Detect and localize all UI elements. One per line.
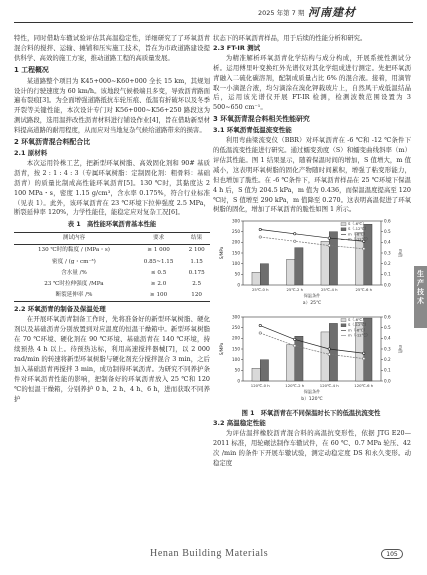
table-cell: ≥ 1 000 xyxy=(147,247,170,254)
section-2-3-heading: 2.3 FT-IR 测试 xyxy=(213,43,261,52)
x-tick-label: 25℃-0 h xyxy=(252,287,269,293)
x-tick-label: 120℃-4 h xyxy=(319,383,339,389)
y-axis-label: S/MPa xyxy=(219,247,224,260)
y-tick-label: 0 xyxy=(237,378,240,384)
section-1-paragraph: 某道路整个项目为 K45+000~K60+000 全长 15 km，其规划设计的行驶速度为 60 km/h。该地段气候极端且多变，导致沥青路面遍布裂痕[3]。为全面增强道路抵抗车轮压痕、低温有折破坏以及冬季开裂等关键性能，本次设计专门对 K56+000~K56+250 路段这为测试路段，选用温拌改性沥青材料进行铺设作业[4]，旨在借助新型材料提高道路的耐用程度，从而应对当地复杂气候给道路带来的损害。 xyxy=(14,76,210,135)
table-cell: 2 100 xyxy=(188,247,205,254)
footer-journal: Henan Building Materials xyxy=(150,548,269,559)
y-tick-label: 150 xyxy=(232,346,240,352)
properties-table xyxy=(14,232,210,302)
line-point xyxy=(259,229,261,231)
section-2-1-heading: 2.1 原材料 xyxy=(14,148,48,157)
bar xyxy=(295,337,303,382)
line-point xyxy=(328,237,330,239)
line-point xyxy=(363,248,365,250)
table-header: 要求 xyxy=(153,235,165,242)
line-point xyxy=(328,348,330,350)
y2-axis-label: m值 xyxy=(398,345,403,354)
table-header-row xyxy=(14,233,210,245)
page-number: 105 xyxy=(381,549,403,559)
line-point xyxy=(328,245,330,247)
legend-entry: S（-6℃） xyxy=(348,317,367,323)
y2-tick-label: 0.1 xyxy=(384,368,391,374)
table-cell: 0.85~1.15 xyxy=(143,258,174,265)
chart-subtitle: b）120℃ xyxy=(301,397,323,403)
line-point xyxy=(294,240,296,242)
line-point xyxy=(294,339,296,341)
line-point xyxy=(363,352,365,354)
table-header: 测试内容 xyxy=(62,235,86,242)
bar xyxy=(286,345,294,381)
legend-swatch xyxy=(341,223,346,226)
y2-tick-label: 0.1 xyxy=(384,272,391,278)
table-row xyxy=(14,279,210,290)
bar xyxy=(286,260,294,286)
y-tick-label: 200 xyxy=(232,336,240,342)
table-cell: 0.175 xyxy=(188,269,205,276)
y-tick-label: 200 xyxy=(232,240,240,246)
line-point xyxy=(259,332,261,334)
y-tick-label: 300 xyxy=(232,218,240,224)
table-row xyxy=(14,257,210,268)
table-cell: 130 ℃时的黏度 / (MPa・s) xyxy=(37,247,110,254)
legend-swatch xyxy=(341,324,346,327)
y2-tick-label: 0.4 xyxy=(384,240,391,246)
line-point xyxy=(328,353,330,355)
x-tick-label: 120℃-0 h xyxy=(250,383,270,389)
bar xyxy=(252,369,260,382)
y2-tick-label: 0.4 xyxy=(384,336,391,342)
bar xyxy=(295,248,303,285)
section-2-2-paragraph: 在开展环氧沥青制备工作时，先将准备好的新型环氧树脂、硬化剂以及基础沥青分别放置到对应温度的恒温干燥箱中。新型环氧树脂在 70 ℃环境、硬化剂在 90 ℃环境、基础沥青在 140 ℃环境，持续预热 4 h 以上。待预热达标，利用高速搅拌器械[7]，以 2 000 rad/min 的转速将新型环氧树脂与硬化剂充分搅拌混合 3 min，之后加入基础沥青再搅拌 3 min，成功制得环氧沥青。为研究不同养护条件对环氧沥青性能的影响，把制备好的环氧沥青放入 25 ℃和 120 ℃的恒温干燥箱，分别养护 0 h、2 h、4 h、6 h，进而获取不同养护 xyxy=(14,315,210,403)
section-2-1-paragraph: 本次运用铃株工艺，把新型环氧树脂、高效固化剂和 90# 基质沥青，按 2 : 1 : 4 : 3（专属环氧树脂：定制固化剂：粗骨料：基础沥青）的质量比制成高性能环氧沥青[5]。130 ℃时，其黏度达 2 100 MPa・s，密度 1.15 g/cm³，含水率 0.175%，符合行业标准（见表 1）。此外，该环氧沥青在 23 ℃环境下拉伸强度 2.5 MPa，断裂延伸率 120%，力学性能佳，能稳定应对复杂工况[6]。 xyxy=(14,158,210,217)
chart-subtitle: a）25℃ xyxy=(302,301,322,307)
y-tick-label: 250 xyxy=(232,325,240,331)
table-row xyxy=(14,290,210,302)
header-rule xyxy=(14,22,413,23)
figure-caption: 图 1 环氧沥青在不同保温时长下的低温抗流变性 xyxy=(241,410,381,418)
bar xyxy=(321,242,329,286)
table-row xyxy=(14,268,210,279)
line-point xyxy=(294,345,296,347)
bar xyxy=(329,232,337,285)
table-cell: 密度 / (g・cm⁻³) xyxy=(52,258,96,265)
section-2-heading: 2 环氧沥青混合料配合比 xyxy=(14,138,91,147)
x-axis-label: 保温条件 xyxy=(303,389,321,395)
y-tick-label: 50 xyxy=(234,272,240,278)
legend-swatch xyxy=(341,228,346,231)
left-column xyxy=(14,34,210,405)
y2-tick-label: 0.3 xyxy=(384,250,391,256)
y2-tick-label: 0.6 xyxy=(384,314,391,320)
section-3-2-heading: 3.2 高温稳定性能 xyxy=(213,419,266,428)
intro-paragraph: 特性，同时借助车辙试验评估其高温稳定性，详细研究了了环氧沥青混合料的搅拌、运输、摊铺和压实施工技术，旨在为市政道路建设提供科学、高效的施工方案，推动道路工程的高质量发展。 xyxy=(14,34,210,62)
line-point xyxy=(363,358,365,360)
y-tick-label: 300 xyxy=(232,314,240,320)
line-point xyxy=(294,233,296,235)
legend-entry: m（-12℃） xyxy=(348,236,370,242)
bar xyxy=(260,360,268,381)
y-axis-label: S/MPa xyxy=(219,343,224,356)
legend-entry: S（-12℃） xyxy=(348,226,369,232)
bar xyxy=(252,273,260,286)
magazine-title: 河南建材 xyxy=(308,6,356,19)
y2-tick-label: 0.3 xyxy=(384,346,391,352)
table-cell: 2.5 xyxy=(192,281,202,288)
x-tick-label: 25℃-6 h xyxy=(355,287,372,293)
y2-tick-label: 0.6 xyxy=(384,218,391,224)
y2-tick-label: 0.0 xyxy=(384,282,391,288)
legend-swatch xyxy=(341,319,346,322)
continued-paragraph: 状态下的环氧沥青样品，用于后续的性能分析和研究。 xyxy=(213,34,367,42)
y2-tick-label: 0.2 xyxy=(384,261,391,267)
legend-entry: S（-12℃） xyxy=(348,322,369,328)
table-cell: 23 ℃时拉伸强度 /MPa xyxy=(44,281,104,288)
table-cell: ≥ 100 xyxy=(150,292,168,299)
section-3-1-heading: 3.1 环氧沥青低温流变性能 xyxy=(213,126,292,135)
x-tick-label: 120℃-2 h xyxy=(285,383,305,389)
y-tick-label: 250 xyxy=(232,229,240,235)
line-point xyxy=(259,236,261,238)
table-row xyxy=(14,245,210,257)
table-cell: 含水量 /% xyxy=(61,269,87,276)
legend-entry: S（-6℃） xyxy=(348,221,367,227)
issue-label: 2025 年第 7 期 xyxy=(258,9,305,17)
section-2-3-paragraph: 为精准解析环氧沥青化学结构与成分构成，开展系统性测试分析。运用傅里叶变换红外光谱仪对其化学组成进行测定。先把环氧沥青融入二硫化碳溶剂，配制成质量占比 6% 的混合液。接着，用滴管取一小滴混合液，均匀滴涂在溴化钾载玻片上，自然风干成低温结晶后，运用该光谱仪开展 FT-IR 检测，检测波数范围设置为 3 500~650 cm⁻¹。 xyxy=(213,53,411,112)
section-3-1-paragraph: 利用弯曲梁流变仪（BBR）对环氧沥青在 -6 ℃和 -12 ℃条件下的低温流变性能进行研究。通过蠕变劲度（S）和蠕变曲线斜率（m）评估其性能。图 1 结果显示，随着保温时间的增加，S 值增大，m 值减小，这表明环氧树脂的固化产物随时间累积，增强了粘变形能力，但也增加了脆性。在 -6 ℃条件下，环氧沥青样品在 25 ℃环境下保温 4 h 后，S 值为 204.5 kPa，m 值为 0.436，而保温温度提高至 120 ℃时，S 值增至 290 kPa，m 值降至 0.270。这表明高温促进了环氧树脂的固化，增加了环氧沥青的脆性如图 1 所示。 xyxy=(213,136,411,214)
legend-entry: m（-6℃） xyxy=(348,231,368,237)
y2-tick-label: 0.5 xyxy=(384,229,391,235)
table-cell: 1.15 xyxy=(190,258,203,265)
table-cell: ≥ 2.0 xyxy=(150,281,167,288)
x-tick-label: 25℃-4 h xyxy=(321,287,338,293)
table-cell: 断裂延伸率 /% xyxy=(55,292,93,299)
bar xyxy=(260,264,268,285)
y-tick-label: 50 xyxy=(234,368,240,374)
y2-tick-label: 0.5 xyxy=(384,325,391,331)
y-tick-label: 150 xyxy=(232,250,240,256)
bar xyxy=(321,332,329,381)
legend-entry: m（-12℃） xyxy=(348,332,370,338)
figure-1 xyxy=(213,215,409,418)
table-header: 结果 xyxy=(191,235,203,242)
y2-tick-label: 0.0 xyxy=(384,378,391,384)
right-column xyxy=(213,34,411,469)
line-point xyxy=(259,325,261,327)
x-tick-label: 25℃-2 h xyxy=(286,287,303,293)
table-cell: 120 xyxy=(191,292,202,299)
side-tab xyxy=(414,266,427,328)
y-tick-label: 100 xyxy=(232,261,240,267)
y2-tick-label: 0.2 xyxy=(384,357,391,363)
side-tab-label: 生产技术 xyxy=(416,270,425,306)
table-cell: ≤ 0.5 xyxy=(150,269,167,276)
y2-axis-label: m值 xyxy=(398,249,403,258)
section-3-heading: 3 环氧沥青混合料相关性能研究 xyxy=(213,115,310,124)
y-tick-label: 0 xyxy=(237,282,240,288)
section-3-2-paragraph: 为评估温拌橡胶沥青混合料的高温抗变形性，依据 JTG E20—2011 标准，用轮碾法制作车辙试件，在 60 ℃、0.7 MPa 轮压、42 次 /min 的条件下开展车辙试验，测定动稳定度 DS 和永久变形。动稳定度 xyxy=(213,429,411,467)
legend-entry: m（-6℃） xyxy=(348,327,368,333)
page-header xyxy=(0,0,427,28)
table-caption: 表 1 高性能环氧沥青基本性能 xyxy=(67,221,157,229)
chart-25c xyxy=(213,215,409,311)
section-1-heading: 1 工程概况 xyxy=(14,65,49,74)
x-tick-label: 120℃-6 h xyxy=(354,383,374,389)
section-2-2-heading: 2.2 环氧沥青的制备及保温处理 xyxy=(14,305,106,314)
x-axis-label: 保温条件 xyxy=(303,293,321,299)
y-tick-label: 100 xyxy=(232,357,240,363)
chart-120c xyxy=(213,311,409,407)
bar xyxy=(329,324,337,382)
